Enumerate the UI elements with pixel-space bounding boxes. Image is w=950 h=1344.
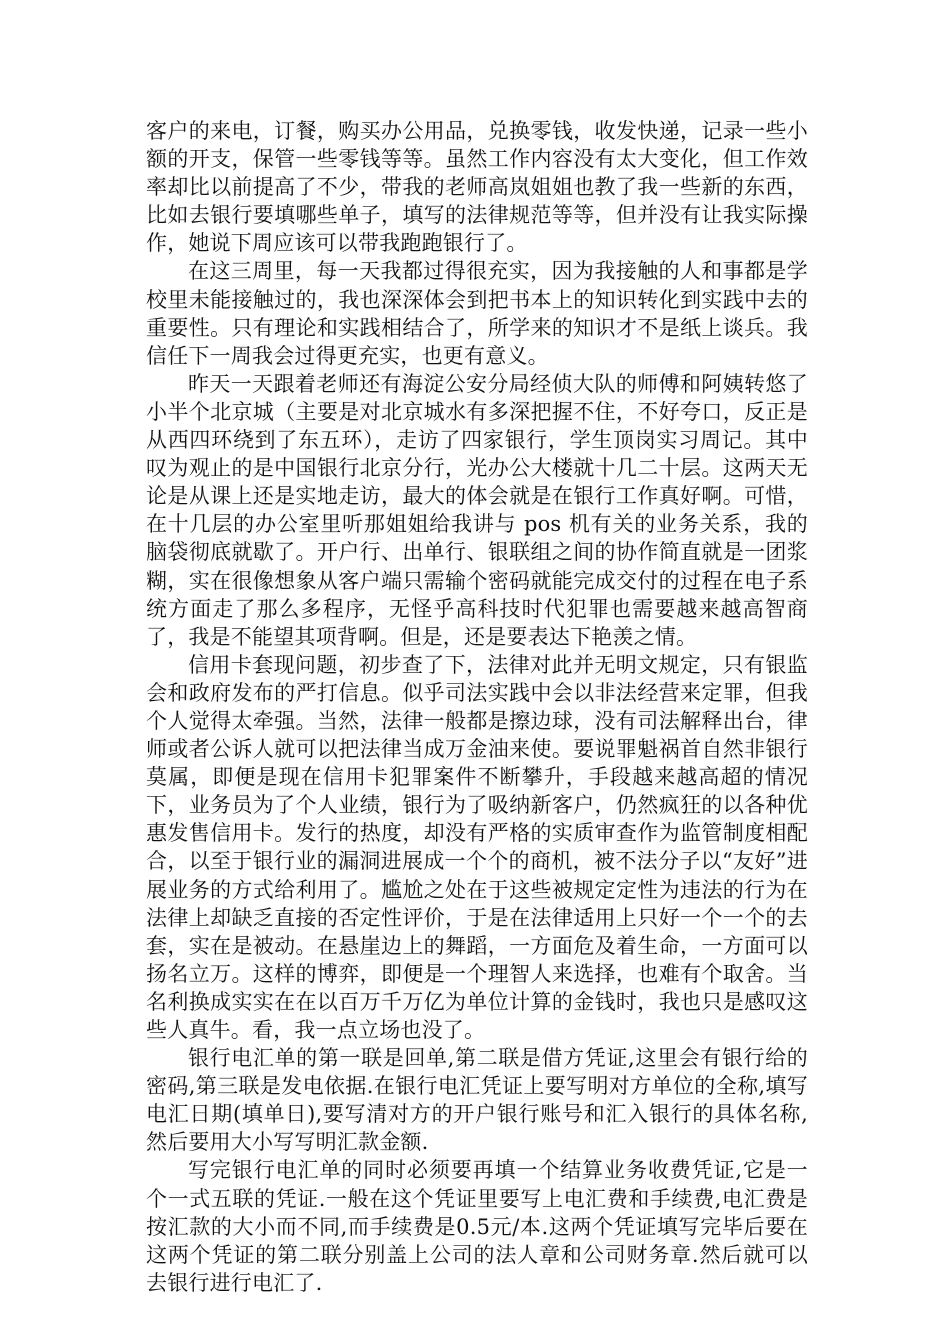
paragraph-4: 信用卡套现问题，初步查了下，法律对此并无明文规定，只有银监会和政府发布的严打信息。似乎司法实践中会以非法经营来定罪，但我个人觉得太牵强。当然，法律一般都是擦边球，没有司法解释出台，律师或者公诉人就可以把法律当成万金油来使。要说罪魁祸首自然非银行莫属，即便是现在信用卡犯罪案件不断攀升，手段越来越高超的情况下，业务员为了个人业绩，银行为了吸纳新客户，仍然疯狂的以各种优惠发售信用卡。发行的热度，却没有严格的实质审查作为监管制度相配合，以至于银行业的漏洞进展成一个个的商机，被不法分子以“友好”进展业务的方式给利用了。尴尬之处在于这些被规定定性为违法的行为在法律上却缺乏直接的否定性评价，于是在法律适用上只好一个一个的去套，实在是被动。在悬崖边上的舞蹈，一方面危及着生命，一方面可以扬名立万。这样的博弈，即便是一个理智人来选择，也难有个取舍。当名利换成实实在在以百万千万亿为单位计算的金钱时，我也只是感叹这些人真牛。看，我一点立场也没了。 — [146, 652, 808, 1042]
paragraph-1: 客户的来电，订餐，购买办公用品，兑换零钱，收发快递，记录一些小额的开支，保管一些零钱等等。虽然工作内容没有太大变化，但工作效率却比以前提高了不少，带我的老师高岚姐姐也教了我一些新的东西，比如去银行要填哪些单子，填写的法律规范等等，但并没有让我实际操作，她说下周应该可以带我跑跑银行了。 — [146, 119, 808, 256]
document-page — [146, 117, 808, 1297]
paragraph-2: 在这三周里，每一天我都过得很充实，因为我接触的人和事都是学校里未能接触过的，我也深深体会到把书本上的知识转化到实践中去的重要性。只有理论和实践相结合了，所学来的知识才不是纸上谈兵。我信任下一周我会过得更充实，也更有意义。 — [146, 259, 808, 368]
paragraph-6: 写完银行电汇单的同时必须要再填一个结算业务收费凭证,它是一个一式五联的凭证.一般在这个凭证里要写上电汇费和手续费,电汇费是按汇款的大小而不同,而手续费是0.5元/本.这两个凭证填写完毕后要在这两个凭证的第二联分别盖上公司的法人章和公司财务章.然后就可以去银行进行电汇了. — [146, 1158, 808, 1295]
paragraph-5: 银行电汇单的第一联是回单,第二联是借方凭证,这里会有银行给的密码,第三联是发电依据.在银行电汇凭证上要写明对方单位的全称,填写电汇日期(填单日),要写清对方的开户银行账号和汇入银行的具体名称,然后要用大小写写明汇款金额. — [146, 1046, 808, 1155]
paragraph-3: 昨天一天跟着老师还有海淀公安分局经侦大队的师傅和阿姨转悠了小半个北京城（主要是对北京城水有多深把握不住，不好夸口，反正是从西四环绕到了东五环），走访了四家银行，学生顶岗实习周记。其中叹为观止的是中国银行北京分行，光办公大楼就十几二十层。这两天无论是从课上还是实地走访，最大的体会就是在银行工作真好啊。可惜，在十几层的办公室里听那姐姐给我讲与 pos 机有关的业务关系，我的脑袋彻底就歇了。开户行、出单行、银联组之间的协作简直就是一团浆糊，实在很像想象从客户端只需输个密码就能完成交付的过程在电子系统方面走了那么多程序，无怪乎高科技时代犯罪也需要越来越高智商了，我是不能望其项背啊。但是，还是要表达下艳羡之情。 — [146, 371, 808, 649]
